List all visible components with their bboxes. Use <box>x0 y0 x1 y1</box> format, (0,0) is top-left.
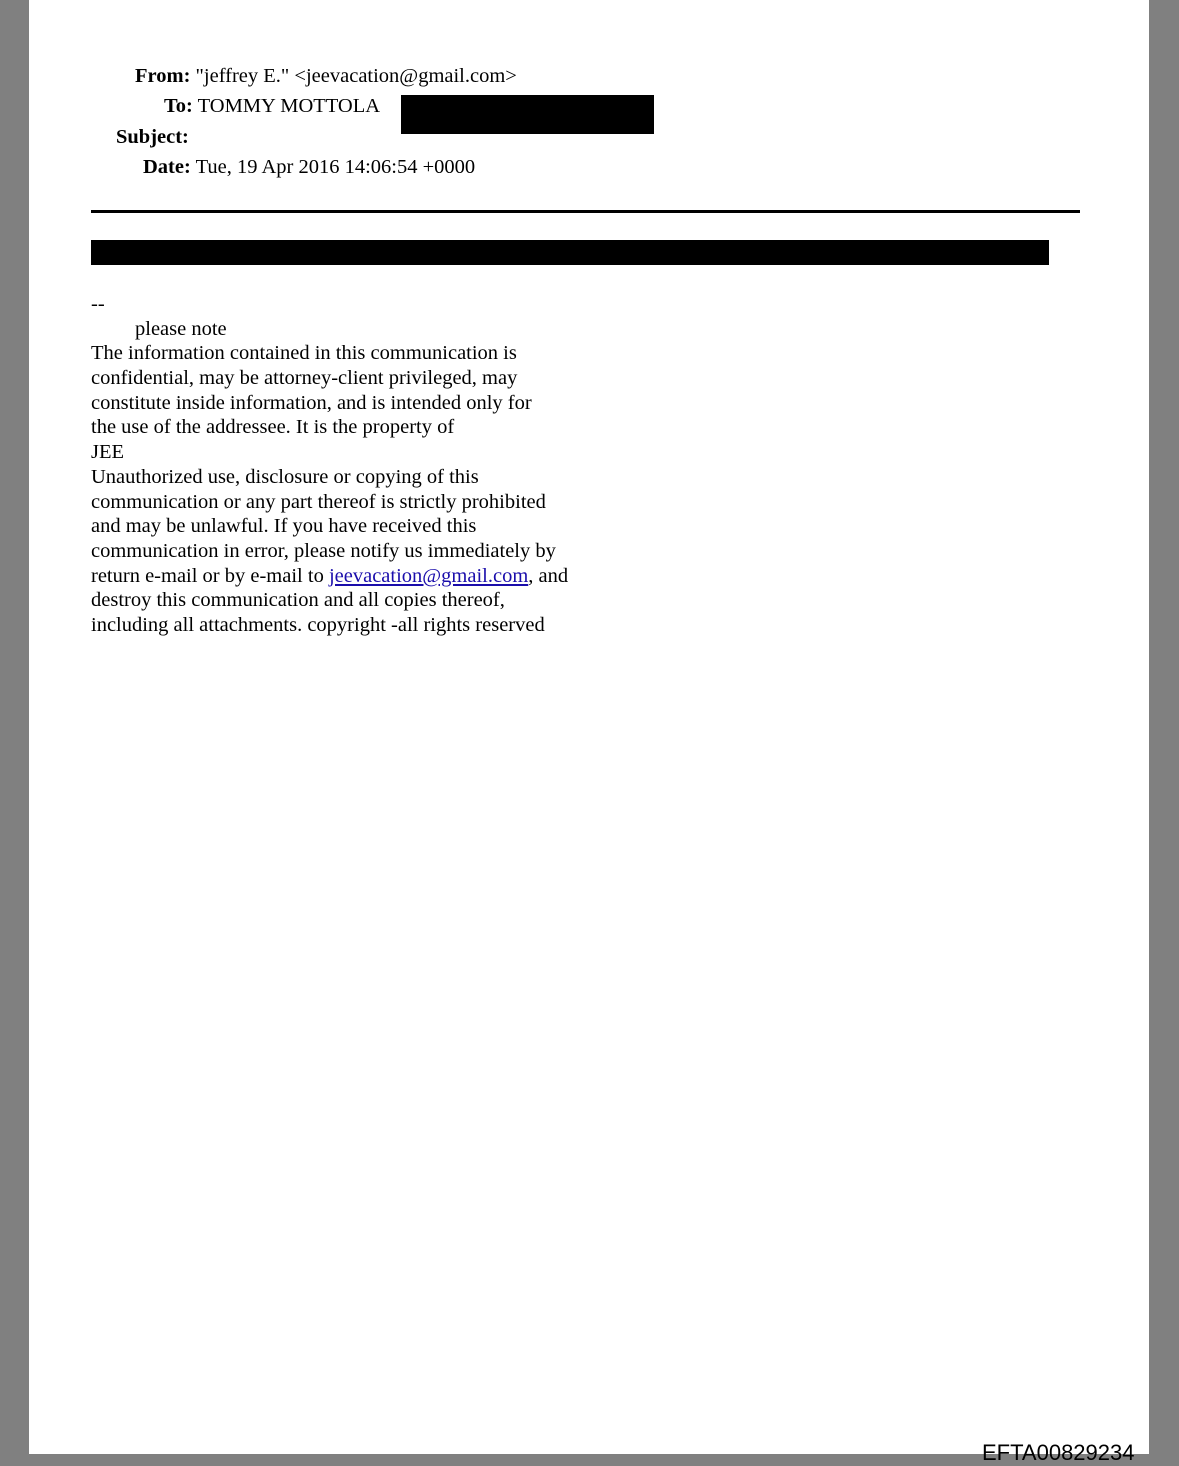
from-label: From: <box>135 65 191 87</box>
return-email-line <box>91 564 568 589</box>
header-divider <box>91 210 1080 213</box>
to-label: To: <box>164 95 193 117</box>
body-line: and may be unlawful. If you have received this <box>91 515 477 538</box>
return-prefix: return e-mail or by e-mail to <box>91 564 329 587</box>
to-value: TOMMY MOTTOLA <box>197 95 381 117</box>
body-line: destroy this communication and all copies thereof, <box>91 589 505 612</box>
email-link[interactable]: jeevacation@gmail.com <box>328 564 529 587</box>
body-line: communication or any part thereof is strictly prohibited <box>91 490 546 513</box>
from-row <box>135 64 517 88</box>
body-line: JEE <box>91 441 125 464</box>
email-body <box>91 292 568 638</box>
subject-label: Subject: <box>116 126 189 148</box>
date-row <box>143 155 475 179</box>
body-line: Unauthorized use, disclosure or copying of this <box>91 465 479 488</box>
body-line: constitute inside information, and is intended only for <box>91 391 532 414</box>
body-line: the use of the addressee. It is the property of <box>91 416 455 439</box>
body-line: including all attachments. copyright -all rights reserved <box>91 613 545 636</box>
body-line: confidential, may be attorney-client privileged, may <box>91 367 518 390</box>
redaction-bar-body <box>91 240 1049 265</box>
signature-separator: -- <box>91 293 105 315</box>
date-value: Tue, 19 Apr 2016 14:06:54 +0000 <box>195 156 476 178</box>
document-id: EFTA00829234 <box>982 1440 1135 1465</box>
body-line: The information contained in this communication is <box>91 342 517 365</box>
subject-row <box>116 125 189 149</box>
body-line: communication in error, please notify us immediately by <box>91 539 556 562</box>
please-note: please note <box>135 317 227 340</box>
redaction-bar-recipient <box>401 95 654 134</box>
to-row <box>164 94 380 118</box>
document-page <box>29 0 1149 1465</box>
from-value: "jeffrey E." <jeevacation@gmail.com> <box>195 65 517 87</box>
return-suffix: , and <box>528 564 569 587</box>
date-label: Date: <box>143 156 191 178</box>
